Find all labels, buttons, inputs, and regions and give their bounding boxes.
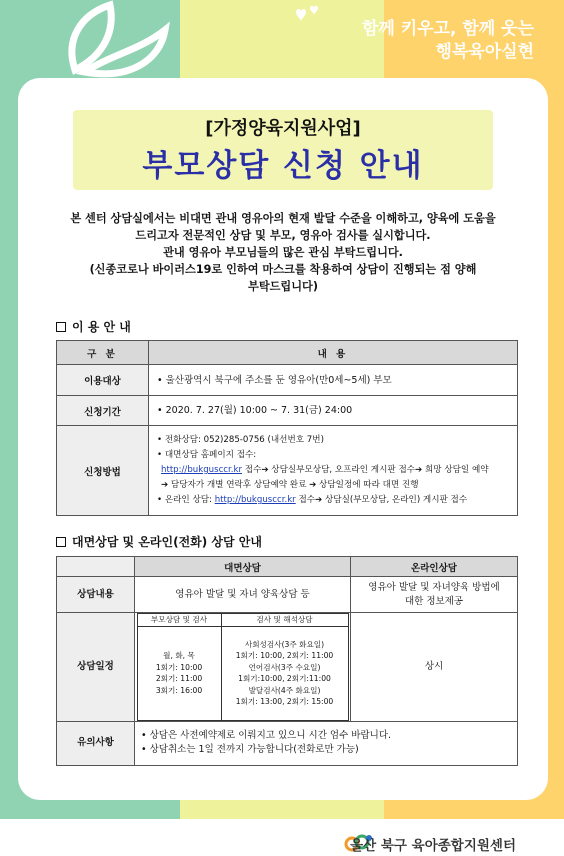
intro-line-3: 관내 영유아 부모님들의 많은 관심 부탁드립니다. <box>163 246 403 259</box>
intro-line-4: (신종코로나 바이러스19로 인하여 마스크를 착용하여 상담이 진행되는 점 양해 <box>89 263 477 276</box>
parent-time: 3회기: 16:00 <box>155 685 203 695</box>
hearts-icon <box>290 4 330 28</box>
test-item: 사회성검사(3주 화요일) <box>244 639 325 649</box>
intro-line-5: 부탁드립니다) <box>248 280 318 293</box>
inner-head-test: 검사 및 해석상담 <box>221 614 348 627</box>
period-value: 2020. 7. 27(월) 10:00 ~ 7. 31(금) 24:00 <box>165 405 353 416</box>
method-online: • 온라인 상담: http://bukgusccr.kr 접수➔ 상담실(부모상담, 온라인) 게시판 접수 <box>157 495 468 505</box>
usage-row-label: 이용대상 <box>57 365 149 396</box>
checkbox-square-icon <box>56 537 66 547</box>
method-homepage-path2: ➔ 담당자가 개별 연락후 상담예약 완료 ➔ 상담일정에 따라 대면 진행 <box>161 480 419 490</box>
parent-time: 2회기: 11:00 <box>155 674 203 683</box>
note-text: 상담은 사전예약제로 이뤄지고 있으니 시간 엄수 바랍니다. <box>149 730 392 741</box>
content-online <box>351 577 518 613</box>
sub-title: [가정양육지원사업] <box>205 118 361 139</box>
target-value: 울산광역시 북구에 주소를 둔 영유아(만0세~5세) 부모 <box>165 374 392 386</box>
consult-section-title: 대면상담 및 온라인(전화) 상담 안내 <box>72 535 262 549</box>
usage-row-value: • 2020. 7. 27(월) 10:00 ~ 7. 31(금) 24:00 <box>149 396 518 426</box>
leaf-decoration-icon <box>55 0 175 75</box>
parent-time: 1회기: 10:00 <box>155 662 203 672</box>
usage-table <box>56 340 518 516</box>
method-homepage: • 대면상담 홈페이지 접수: <box>157 450 257 460</box>
org-name: 울산 북구 육아종합지원센터 <box>350 838 516 854</box>
table-row <box>57 426 518 516</box>
usage-col-content: 내 용 <box>149 341 518 365</box>
schedule-label: 상담일정 <box>57 613 135 722</box>
consult-col-online: 온라인상담 <box>351 557 518 577</box>
phone-text: 전화상담: 052)285-0756 (내선번호 7번) <box>164 435 324 445</box>
slogan-line-2: 행복육아실현 <box>435 42 534 62</box>
consult-section-heading <box>56 533 262 550</box>
schedule-inner-table <box>137 613 349 721</box>
notes-value <box>135 721 518 765</box>
usage-section-title: 이 용 안 내 <box>72 320 131 334</box>
checkbox-square-icon <box>56 322 66 332</box>
intro-text <box>38 210 528 295</box>
main-card <box>18 78 548 854</box>
content-online-line-2: 대한 정보제공 <box>404 595 464 607</box>
slogan-line-1: 함께 키우고, 함께 웃는 <box>361 19 534 39</box>
intro-line-1: 본 센터 상담실에서는 비대면 관내 영유아의 현재 발달 수준을 이해하고, 양육에 도움을 <box>70 212 496 225</box>
test-schedule <box>221 626 348 720</box>
slogan <box>362 18 534 64</box>
consult-col-face: 대면상담 <box>135 557 351 577</box>
usage-row-value: • 울산광역시 북구에 주소를 둔 영유아(만0세~5세) 부모 <box>149 365 518 396</box>
inner-head-parent: 부모상담 및 검사 <box>137 614 221 627</box>
notes-label: 유의사항 <box>57 721 135 765</box>
parent-schedule <box>137 626 221 720</box>
test-item: 1회기: 10:00, 2회기: 11:00 <box>235 651 334 660</box>
test-item: 1회기: 13:00, 2회기: 15:00 <box>235 697 334 706</box>
online-text: 온라인 상담: <box>164 495 215 505</box>
parent-days: 월, 화, 목 <box>163 651 195 660</box>
method-homepage-path <box>157 463 509 478</box>
test-item: 1회기:10:00, 2회기:11:00 <box>238 674 331 683</box>
schedule-face <box>135 613 351 722</box>
intro-line-2: 드리고자 전문적인 상담 및 부모, 영유아 검사를 실시합니다. <box>135 229 431 242</box>
test-item: 언어검사(3주 수요일) <box>248 662 321 672</box>
usage-section-heading <box>56 318 131 335</box>
homepage-path-text: 접수➔ 상담실부모상담, 오프라인 게시판 접수➔ 희망 상담일 예약 <box>242 465 489 475</box>
method-value <box>149 426 518 516</box>
usage-col-category: 구 분 <box>57 341 149 365</box>
method-phone: • 전화상담: 052)285-0756 (내선번호 7번) <box>157 435 324 445</box>
content-face: 영유아 발달 및 자녀 양육상담 등 <box>135 577 351 613</box>
homepage-link[interactable]: http://bukgusccr.kr <box>161 465 243 475</box>
consult-table <box>56 556 518 766</box>
note-item: • 상담취소는 1일 전까지 가능합니다(전화로만 가능) <box>141 744 359 755</box>
table-row <box>57 577 518 613</box>
content-label: 상담내용 <box>57 577 135 613</box>
usage-row-label: 신청기간 <box>57 396 149 426</box>
test-item: 발달검사(4주 화요일) <box>248 685 321 695</box>
homepage-text: 대면상담 홈페이지 접수: <box>164 450 257 460</box>
note-text: 상담취소는 1일 전까지 가능합니다(전화로만 가능) <box>149 744 359 755</box>
table-row <box>57 721 518 765</box>
content-online-line-1: 영유아 발달 및 자녀양육 방법에 <box>368 581 500 593</box>
table-row <box>57 365 518 396</box>
table-row <box>57 613 518 722</box>
consult-col-blank <box>57 557 135 577</box>
schedule-online: 상시 <box>351 613 518 722</box>
table-row <box>57 396 518 426</box>
online-path-text: 접수➔ 상담실(부모상담, 온라인) 게시판 접수 <box>295 495 468 505</box>
method-label: 신청방법 <box>57 426 149 516</box>
note-item: • 상담은 사전예약제로 이뤄지고 있으니 시간 엄수 바랍니다. <box>141 730 392 741</box>
page-title: 부모상담 신청 안내 <box>142 148 424 184</box>
online-link[interactable]: http://bukgusccr.kr <box>214 495 296 505</box>
